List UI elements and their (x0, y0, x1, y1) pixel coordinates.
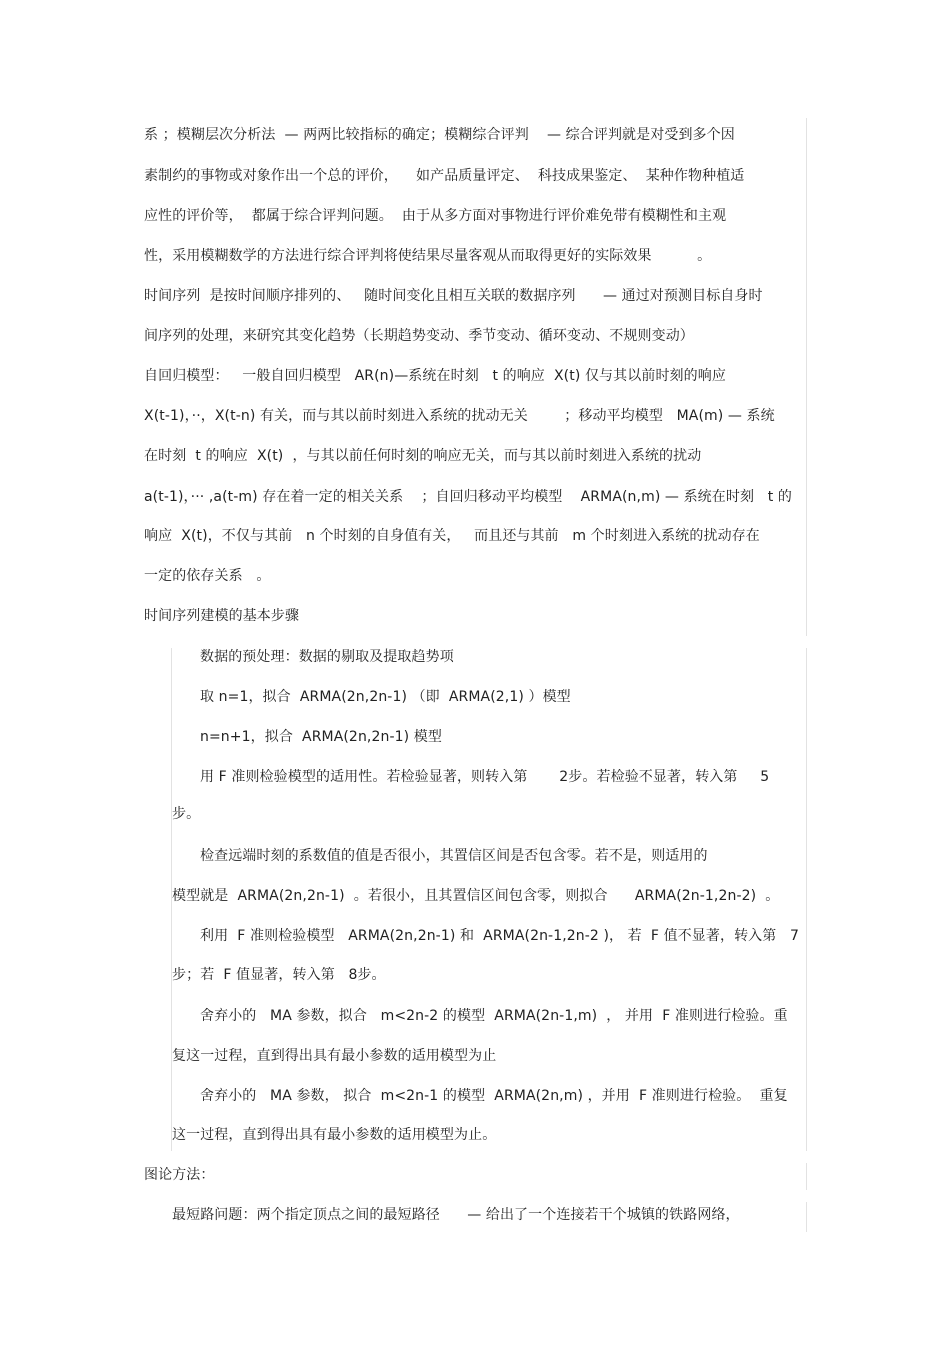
step-line: 这一过程，直到得出具有最小参数的适用模型为止。 (172, 1127, 497, 1143)
right-margin-rule-bottom-a (806, 1163, 807, 1190)
paragraph-line: 自回归模型： 一般自回归模型 AR(n)—系统在时刻 t 的响应 X(t) 仅与其以前时刻的响应 (144, 368, 726, 384)
paragraph-line: 应性的评价等， 都属于综合评判问题。 由于从多方面对事物进行评价难免带有模糊性和主观 (144, 208, 727, 224)
step-line: 用 F 准则检验模型的适用性。若检验显著，则转入第 2步。若检验不显著，转入第 5 (200, 769, 770, 785)
paragraph-line: 在时刻 t 的响应 X(t) ，与其以前任何时刻的响应无关，而与其以前时刻进入系统的扰动 (144, 448, 702, 464)
step-line: n=n+1，拟合 ARMA(2n,2n-1) 模型 (200, 729, 442, 745)
paragraph-line: 性，采用模糊数学的方法进行综合评判将使结果尽量客观从而取得更好的实际效果 。 (144, 248, 712, 264)
paragraph-line: 响应 X(t)，不仅与其前 n 个时刻的自身值有关， 而且还与其前 m 个时刻进入系统的扰动存在 (144, 528, 760, 544)
paragraph-line: 系 ；模糊层次分析法 — 两两比较指标的确定；模糊综合评判 — 综合评判就是对受到多个因 (144, 127, 735, 143)
paragraph-line: 一定的依存关系 。 (144, 568, 271, 584)
paragraph-line: 时间序列 是按时间顺序排列的、 随时间变化且相互关联的数据序列 — 通过对预测目标自身时 (144, 288, 763, 304)
step-line: 复这一过程，直到得出具有最小参数的适用模型为止 (172, 1048, 497, 1064)
paragraph-line: a(t-1)，··· ,a(t-m) 存在着一定的相关关系 ；自回归移动平均模型 ARMA(n,m) — 系统在时刻 t 的 (144, 489, 792, 505)
step-line: 舍弃小的 MA 参数，拟合 m<2n-2 的模型 ARMA(2n-1,m) ， 并用 F 准则进行检验。重 (200, 1008, 788, 1024)
step-line: 步。 (172, 806, 201, 822)
step-line: 检查远端时刻的系数值的值是否很小，其置信区间是否包含零。若不是，则适用的 (200, 848, 708, 864)
paragraph-line: X(t-1)，··，X(t-n) 有关，而与其以前时刻进入系统的扰动无关 ；移动平均模型 MA(m) — 系统 (144, 408, 775, 424)
step-line: 取 n=1，拟合 ARMA(2n,2n-1) （即 ARMA(2,1) ）模型 (200, 689, 571, 705)
section-heading: 时间序列建模的基本步骤 (144, 608, 300, 624)
paragraph-line: 最短路问题：两个指定顶点之间的最短路径 — 给出了一个连接若干个城镇的铁路网络， (172, 1207, 740, 1223)
step-line: 数据的预处理：数据的剔取及提取趋势项 (200, 649, 454, 665)
paragraph-line: 间序列的处理，来研究其变化趋势（长期趋势变动、季节变动、循环变动、不规则变动） (144, 328, 694, 344)
paragraph-line: 素制约的事物或对象作出一个总的评价， 如产品质量评定、 科技成果鉴定、 某种作物种植适 (144, 168, 745, 184)
step-line: 利用 F 准则检验模型 ARMA(2n,2n-1) 和 ARMA(2n-1,2n-2 )， 若 F 值不显著，转入第 7 (200, 928, 800, 944)
step-line: 舍弃小的 MA 参数， 拟合 m<2n-1 的模型 ARMA(2n,m) ，并用 F 准则进行检验。 重复 (200, 1088, 788, 1104)
right-margin-rule-bottom-b (806, 1202, 807, 1232)
step-line: 步；若 F 值显著，转入第 8步。 (172, 967, 386, 983)
section-heading: 图论方法： (144, 1167, 215, 1183)
right-margin-rule-middle (806, 648, 807, 1151)
right-margin-rule-top (806, 118, 807, 636)
step-line: 模型就是 ARMA(2n,2n-1) 。若很小，且其置信区间包含零，则拟合 ARMA(2n-1,2n-2) 。 (172, 888, 780, 904)
